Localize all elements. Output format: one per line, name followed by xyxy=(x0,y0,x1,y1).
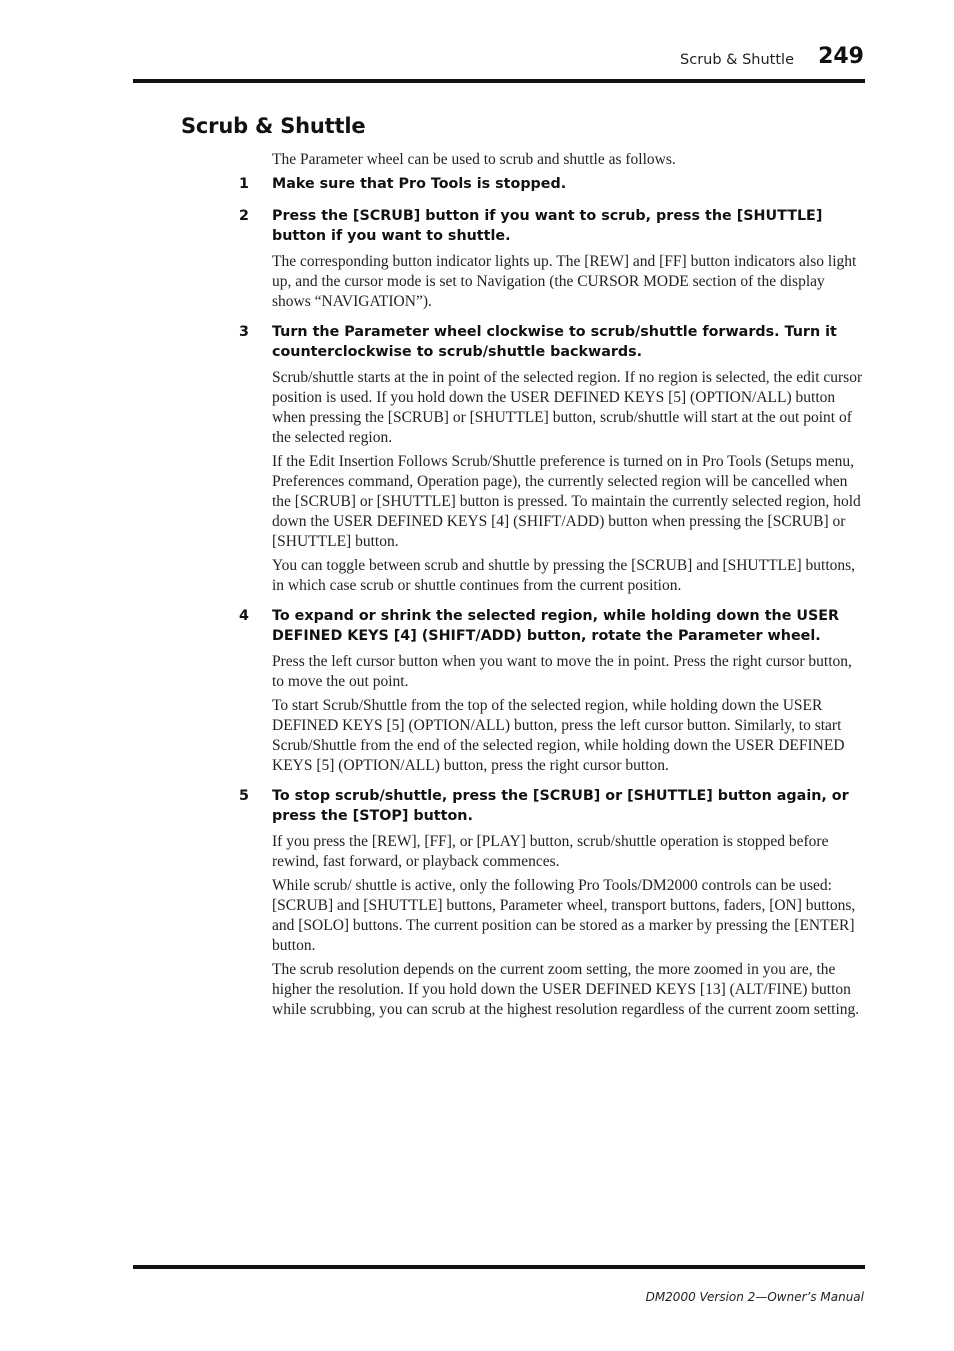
step-number: 5 xyxy=(239,788,249,804)
section-title: Scrub & Shuttle xyxy=(181,114,366,138)
step-3-paragraph: You can toggle between scrub and shuttle by pressing the [SCRUB] and [SHUTTLE] buttons, in which case scrub or shuttle continues from the current position. xyxy=(272,557,856,594)
step-1 xyxy=(239,174,864,194)
step-3-paragraph: Scrub/shuttle starts at the in point of the selected region. If no region is selected, the edit cursor position is used. If you hold down the USER DEFINED KEYS [5] (OPTION/ALL) button when pressing the [SCRUB] or [SHUTTLE] button, scrub/shuttle will start at the out point of the selected region. xyxy=(272,369,863,446)
header-rule xyxy=(133,79,865,83)
footer-rule xyxy=(133,1265,865,1269)
step-text: Make sure that Pro Tools is stopped. xyxy=(272,176,567,192)
step-4-paragraph: To start Scrub/Shuttle from the top of the selected region, while holding down the USER DEFINED KEYS [5] (OPTION/ALL) button, press the left cursor button. Similarly, to start Scrub/Shuttle from the end of the selected region, while holding down the USER DEFINED KEYS [5] (OPTION/ALL) button, press the right cursor button. xyxy=(272,697,845,774)
step-number: 3 xyxy=(239,324,249,340)
step-text: Press the [SCRUB] button if you want to scrub, press the [SHUTTLE] button if you want to shuttle. xyxy=(272,208,823,244)
step-3 xyxy=(239,322,864,362)
step-5 xyxy=(239,786,864,826)
page-number: 249 xyxy=(818,44,864,69)
step-number: 2 xyxy=(239,208,249,224)
running-header: Scrub & Shuttle xyxy=(680,52,794,68)
body-content xyxy=(239,150,864,1024)
step-4-paragraph: Press the left cursor button when you want to move the in point. Press the right cursor button, to move the out point. xyxy=(272,653,852,690)
step-5-paragraph: If you press the [REW], [FF], or [PLAY] button, scrub/shuttle operation is stopped before rewind, fast forward, or playback commences. xyxy=(272,833,829,870)
step-3-paragraph: If the Edit Insertion Follows Scrub/Shuttle preference is turned on in Pro Tools (Setups menu, Preferences command, Operation page), the currently selected region will be cancelled when the [SCRUB] or [SHUTTLE] button is pressed. To maintain the currently selected region, hold down the USER DEFINED KEYS [4] (SHIFT/ADD) button when pressing the [SCRUB] or [SHUTTLE] button. xyxy=(272,453,861,550)
step-2 xyxy=(239,206,864,246)
step-2-paragraph: The corresponding button indicator lights up. The [REW] and [FF] button indicators also light up, and the cursor mode is set to Navigation (the CURSOR MODE section of the display shows “NAVIGATION”). xyxy=(272,253,857,310)
step-text: To expand or shrink the selected region, while holding down the USER DEFINED KEYS [4] (SHIFT/ADD) button, rotate the Parameter wheel. xyxy=(272,608,840,644)
step-number: 4 xyxy=(239,608,249,624)
step-5-paragraph: While scrub/ shuttle is active, only the following Pro Tools/DM2000 controls can be used: [SCRUB] and [SHUTTLE] buttons, Parameter wheel, transport buttons, faders, [ON] buttons, and [SOLO] buttons. The current position can be stored as a marker by pressing the [ENTER] button. xyxy=(272,877,856,954)
intro-paragraph: The Parameter wheel can be used to scrub and shuttle as follows. xyxy=(272,151,676,168)
step-text: To stop scrub/shuttle, press the [SCRUB] or [SHUTTLE] button again, or press the [STOP] button. xyxy=(272,788,849,824)
step-number: 1 xyxy=(239,176,249,192)
step-5-paragraph: The scrub resolution depends on the current zoom setting, the more zoomed in you are, the higher the resolution. If you hold down the USER DEFINED KEYS [13] (ALT/FINE) button while scrubbing, you can scrub at the highest resolution regardless of the current zoom setting. xyxy=(272,961,860,1018)
step-4 xyxy=(239,606,864,646)
step-text: Turn the Parameter wheel clockwise to scrub/shuttle forwards. Turn it counterclockwise to scrub/shuttle backwards. xyxy=(272,324,837,360)
footer-title: DM2000 Version 2—Owner’s Manual xyxy=(645,1290,864,1304)
